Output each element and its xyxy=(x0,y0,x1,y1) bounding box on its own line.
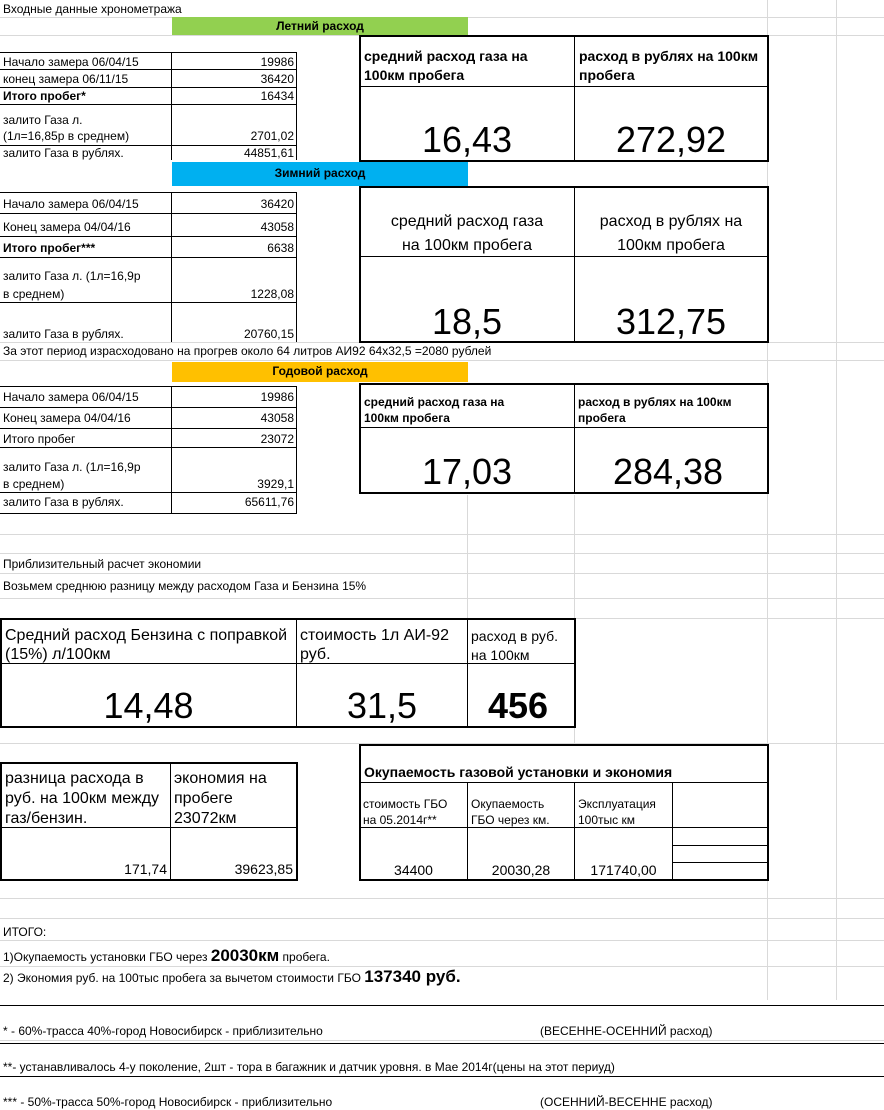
diff-label: руб. на 100км между xyxy=(5,790,160,807)
page-title: Входные данные хронометража xyxy=(3,2,182,16)
total-line-2-text: 2) Экономия руб. на 100тыс пробега за вычетом стоимости ГБО xyxy=(3,971,365,985)
payback-col-label: на 05.2014г** xyxy=(363,813,437,827)
yearly-rub-value: 65611,76 xyxy=(244,495,294,509)
saving-label: экономия на xyxy=(174,770,267,787)
winter-rub100-value: 312,75 xyxy=(615,301,727,342)
petrol-price-value: 31,5 xyxy=(346,685,418,726)
diff-label: газ/бензин. xyxy=(5,810,88,827)
yearly-avg-label: 100км пробега xyxy=(364,411,450,425)
winter-row-label: Начало замера 06/04/15 xyxy=(3,197,139,211)
payback-col-label: 100тыс км xyxy=(578,813,635,827)
operation-100k-value: 171740,00 xyxy=(590,862,657,878)
winter-rub-label: залито Газа в рублях. xyxy=(3,327,124,341)
summer-row-label: Начало замера 06/04/15 xyxy=(3,55,139,69)
summer-rub-value: 44851,61 xyxy=(243,146,294,160)
summer-fuel-value: 2701,02 xyxy=(250,129,294,143)
saving-value: 39623,85 xyxy=(234,861,293,877)
economy-assumption: Возьмем среднюю разницу между расходом Газа и Бензина 15% xyxy=(3,579,367,593)
yearly-avg-value: 17,03 xyxy=(421,451,513,492)
total-line-2 xyxy=(3,967,461,988)
diff-value: 171,74 xyxy=(124,861,167,877)
payback-km-value: 20030,28 xyxy=(491,862,551,878)
winter-row-label: Конец замера 04/04/16 xyxy=(3,220,131,234)
petrol-avg-label: Средний расход Бензина с поправкой xyxy=(5,627,288,644)
winter-fuel-value: 1228,08 xyxy=(250,287,294,301)
winter-rub100-label: расход в рублях на xyxy=(599,213,743,230)
total-savings-rub: 137340 руб. xyxy=(364,967,461,986)
payback-col-label: Окупаемость xyxy=(471,797,545,811)
yearly-row-value: 43058 xyxy=(260,411,294,425)
yearly-row-value: 23072 xyxy=(260,432,294,446)
yearly-fuel-label: в среднем) xyxy=(3,477,65,491)
yearly-row-label: Итого пробег xyxy=(3,432,76,446)
winter-rub-value: 20760,15 xyxy=(243,327,294,341)
footnote-3: *** - 50%-трасса 50%-город Новосибирск - приблизительно xyxy=(3,1095,333,1109)
summer-row-value: 16434 xyxy=(260,89,294,103)
summer-rub100-value: 272,92 xyxy=(615,119,727,160)
summer-avg-label: средний расход газа на 100км пробега xyxy=(364,48,528,83)
yearly-rub-label: залито Газа в рублях. xyxy=(3,495,124,509)
summer-row-value: 19986 xyxy=(260,55,294,69)
diff-label: разница расхода в xyxy=(5,770,144,787)
saving-label: пробеге xyxy=(174,790,233,807)
yearly-row-value: 19986 xyxy=(260,390,294,404)
petrol-price-label: руб. xyxy=(300,646,331,663)
yearly-rub100-value: 284,38 xyxy=(612,451,724,492)
footnote-1-season: (ВЕСЕННЕ-ОСЕННИЙ расход) xyxy=(540,1024,713,1038)
yearly-fuel-label: залито Газа л. (1л=16,9р xyxy=(3,460,141,474)
yearly-row-label: Начало замера 06/04/15 xyxy=(3,390,139,404)
winter-avg-label: на 100км пробега xyxy=(401,237,533,254)
petrol-rub100-value: 456 xyxy=(487,685,549,726)
winter-avg-label: средний расход газа xyxy=(390,213,544,230)
summer-row-label: Итого пробег* xyxy=(3,89,86,103)
payback-col-label: Эксплуатация xyxy=(578,797,656,811)
summer-band: Летний расход xyxy=(172,17,468,35)
winter-heating-note: За этот период израсходовано на прогрев около 64 литров АИ92 64х32,5 =2080 рублей xyxy=(3,344,492,358)
winter-band: Зимний расход xyxy=(172,162,468,186)
payback-title: Окупаемость газовой установки и экономия xyxy=(364,764,673,780)
gbo-cost-value: 34400 xyxy=(394,862,433,878)
payback-col-label: ГБО через км. xyxy=(471,813,550,827)
yearly-fuel-value: 3929,1 xyxy=(257,477,294,491)
petrol-avg-label: (15%) л/100км xyxy=(5,646,111,663)
winter-avg-value: 18,5 xyxy=(431,301,503,342)
winter-row-value: 6638 xyxy=(267,241,294,255)
petrol-avg-value: 14,48 xyxy=(103,685,194,726)
summer-rub100-label: расход в рублях на 100км пробега xyxy=(579,48,759,83)
footnote-1: * - 60%-трасса 40%-город Новосибирск - приблизительно xyxy=(3,1024,323,1038)
total-line-1-text: 1)Окупаемость установки ГБО через xyxy=(3,950,211,964)
total-line-1 xyxy=(3,946,330,967)
yearly-row-label: Конец замера 04/04/16 xyxy=(3,411,131,425)
payback-col-label: стоимость ГБО xyxy=(363,797,448,811)
yearly-avg-label: средний расход газа на xyxy=(364,395,505,409)
yearly-band: Годовой расход xyxy=(172,362,468,382)
yearly-rub100-label: пробега xyxy=(578,411,626,425)
winter-row-value: 36420 xyxy=(260,197,294,211)
summer-fuel-label: залито Газа л. xyxy=(3,113,83,127)
saving-label: 23072км xyxy=(174,810,237,827)
winter-fuel-label: залито Газа л. (1л=16,9р xyxy=(3,269,141,283)
summer-avg-value: 16,43 xyxy=(421,119,513,160)
winter-fuel-label: в среднем) xyxy=(3,287,65,301)
petrol-rub100-label: расход в руб. xyxy=(471,628,558,644)
total-payback-km: 20030км xyxy=(210,946,280,965)
footnote-2: **- устанавливалось 4-у поколение, 2шт - тора в багажник и датчик уровня. в Мае 2014г(цены на этот периуд) xyxy=(3,1060,615,1074)
summer-fuel-label: (1л=16,85р в среднем) xyxy=(3,129,130,143)
total-line-1-suffix: пробега. xyxy=(279,950,330,964)
petrol-price-label: стоимость 1л АИ-92 xyxy=(300,627,449,644)
total-heading: ИТОГО: xyxy=(3,925,47,939)
winter-row-label: Итого пробег*** xyxy=(3,241,96,255)
footnote-3-season: (ОСЕННИЙ-ВЕСЕННЕ расход) xyxy=(540,1095,713,1109)
summer-rub-label: залито Газа в рублях. xyxy=(3,146,124,160)
summer-row-label: конец замера 06/11/15 xyxy=(3,72,129,86)
summer-row-value: 36420 xyxy=(260,72,294,86)
yearly-rub100-label: расход в рублях на 100км xyxy=(578,395,732,409)
economy-heading: Приблизительный расчет экономии xyxy=(3,557,202,571)
petrol-rub100-label: на 100км xyxy=(471,647,530,663)
winter-row-value: 43058 xyxy=(260,220,294,234)
winter-rub100-label: 100км пробега xyxy=(617,237,725,254)
